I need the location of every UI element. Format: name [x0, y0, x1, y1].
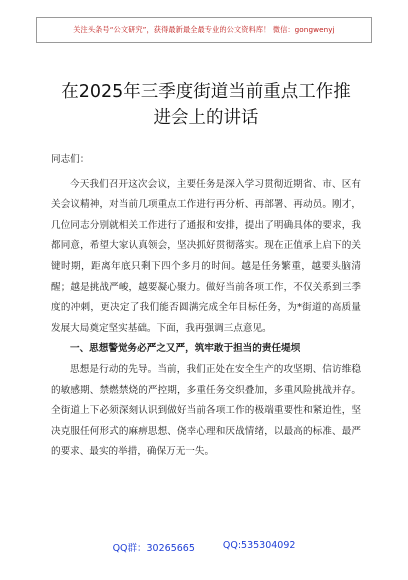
footer-contact — [0, 540, 408, 556]
document-body — [51, 150, 361, 463]
qq-group-text: QQ群：30265665 — [112, 543, 195, 554]
paragraph-section-1: 思想是行动的先导。当前，我们正处在安全生产的攻坚期、信访维稳的敏感期、禁燃禁烧的严控期，多重任务交织叠加，多重风险挑战并存。全街道上下必须深刻认识到做好当前各项工作的极端重要性和紧迫性，坚决克服任何形式的麻痹思想、侥幸心理和厌战情绪，以最高的标准、最严的要求、最实的举措，确保万无一失。 — [51, 363, 361, 458]
promo-banner-text: 关注头条号“公文研究”，获得最新最全最专业的公文资料库！ 微信：gongwenyj — [73, 25, 335, 34]
section-heading-1: 一、思想警觉务必严之又严，筑牢敢于担当的责任堤坝 — [70, 343, 301, 355]
promo-banner — [36, 17, 372, 43]
document-title-line2: 进会上的讲话 — [153, 108, 259, 128]
document-title — [40, 79, 372, 131]
paragraph-intro: 今天我们召开这次会议，主要任务是深入学习贯彻近期省、市、区有关会议精神，对当前几项重点工作进行再分析、再部署、再动员。刚才，几位同志分别就相关工作进行了通报和安排，提出了明确具体的要求，我都同意，希望大家认真领会，坚决抓好贯彻落实。现在正值承上启下的关键时期，距离年底只剩下四个多月的时间。越是任务繁重，越要头脑清醒；越是挑战严峻，越要凝心聚力。做好当前各项工作，不仅关系到三季度的冲刺，更决定了我们能否圆满完成全年目标任务，为*街道的高质量发展大局奠定坚实基础。下面，我再强调三点意见。 — [51, 178, 361, 334]
qq-number-text: QQ:535304092 — [222, 540, 296, 551]
greeting: 同志们： — [51, 154, 90, 165]
document-title-line1: 在2025年三季度街道当前重点工作推 — [61, 82, 351, 102]
